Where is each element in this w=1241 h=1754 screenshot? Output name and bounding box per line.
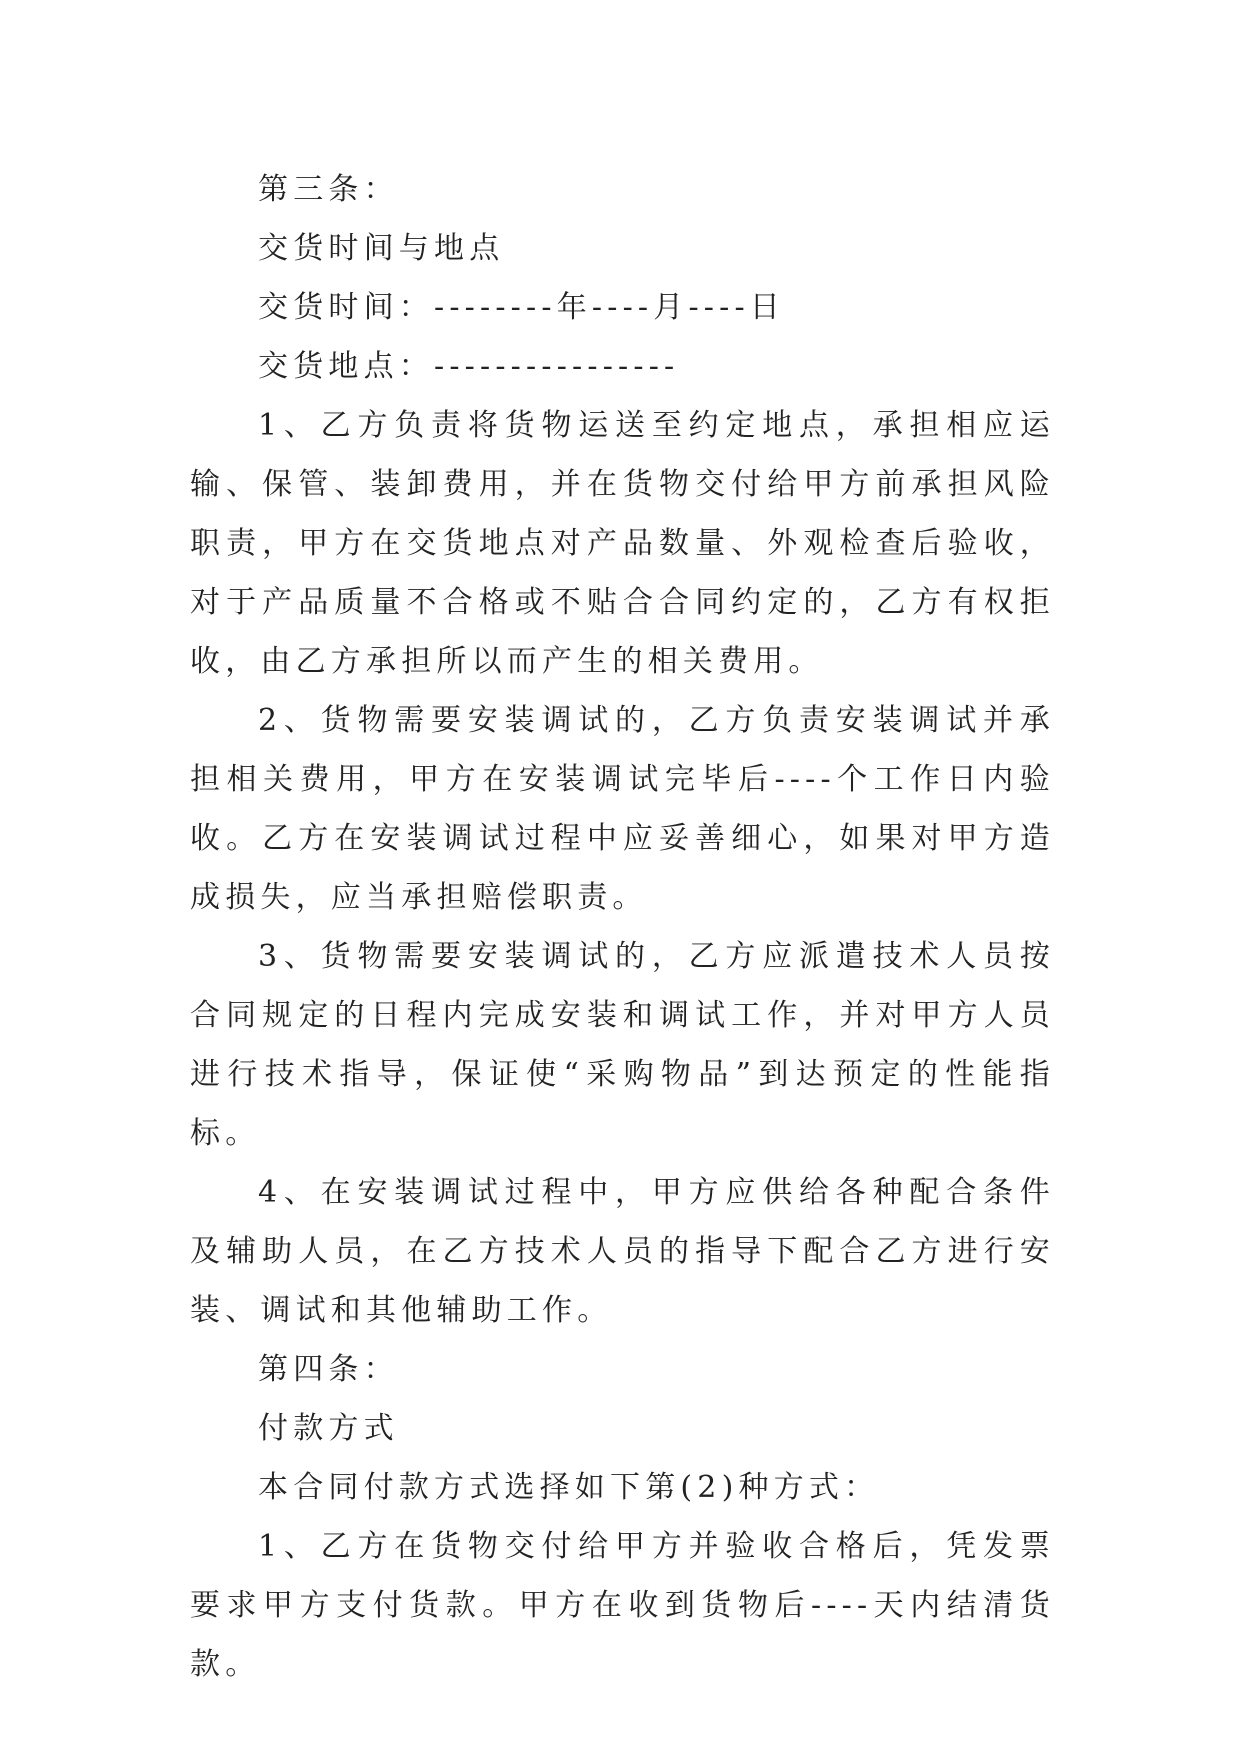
payment-method-title: 付款方式 [258,1411,399,1446]
article-four-heading: 第四条： [258,1352,399,1387]
delivery-clause-1: 1、乙方负责将货物运送至约定地点，承担相应运输、保管、装卸费用，并在货物交付给甲方前承担风险职责，甲方在交货地点对产品数量、外观检查后验收，对于产品质量不合格或不贴合合同约定的，乙方有权拒收，由乙方承担所以而产生的相关费用。 [190,408,1055,679]
delivery-time-place-title: 交货时间与地点 [258,231,505,266]
delivery-time-line: 交货时间：--------年----月----日 [258,290,785,325]
delivery-clause-3: 3、货物需要安装调试的，乙方应派遣技术人员按合同规定的日程内完成安装和调试工作，并对甲方人员进行技术指导，保证使“采购物品”到达预定的性能指标。 [190,939,1055,1151]
payment-clause-1: 1、乙方在货物交付给甲方并验收合格后，凭发票要求甲方支付货款。甲方在收到货物后----天内结清货款。 [190,1529,1055,1682]
payment-method-selection: 本合同付款方式选择如下第(2)种方式： [258,1470,880,1505]
document-body [190,160,1055,1694]
article-three-heading: 第三条： [258,172,399,207]
delivery-place-line: 交货地点：---------------- [258,349,680,384]
delivery-clause-2: 2、货物需要安装调试的，乙方负责安装调试并承担相关费用，甲方在安装调试完毕后----个工作日内验收。乙方在安装调试过程中应妥善细心，如果对甲方造成损失，应当承担赔偿职责。 [190,703,1055,915]
delivery-clause-4: 4、在安装调试过程中，甲方应供给各种配合条件及辅助人员，在乙方技术人员的指导下配合乙方进行安装、调试和其他辅助工作。 [190,1175,1055,1328]
